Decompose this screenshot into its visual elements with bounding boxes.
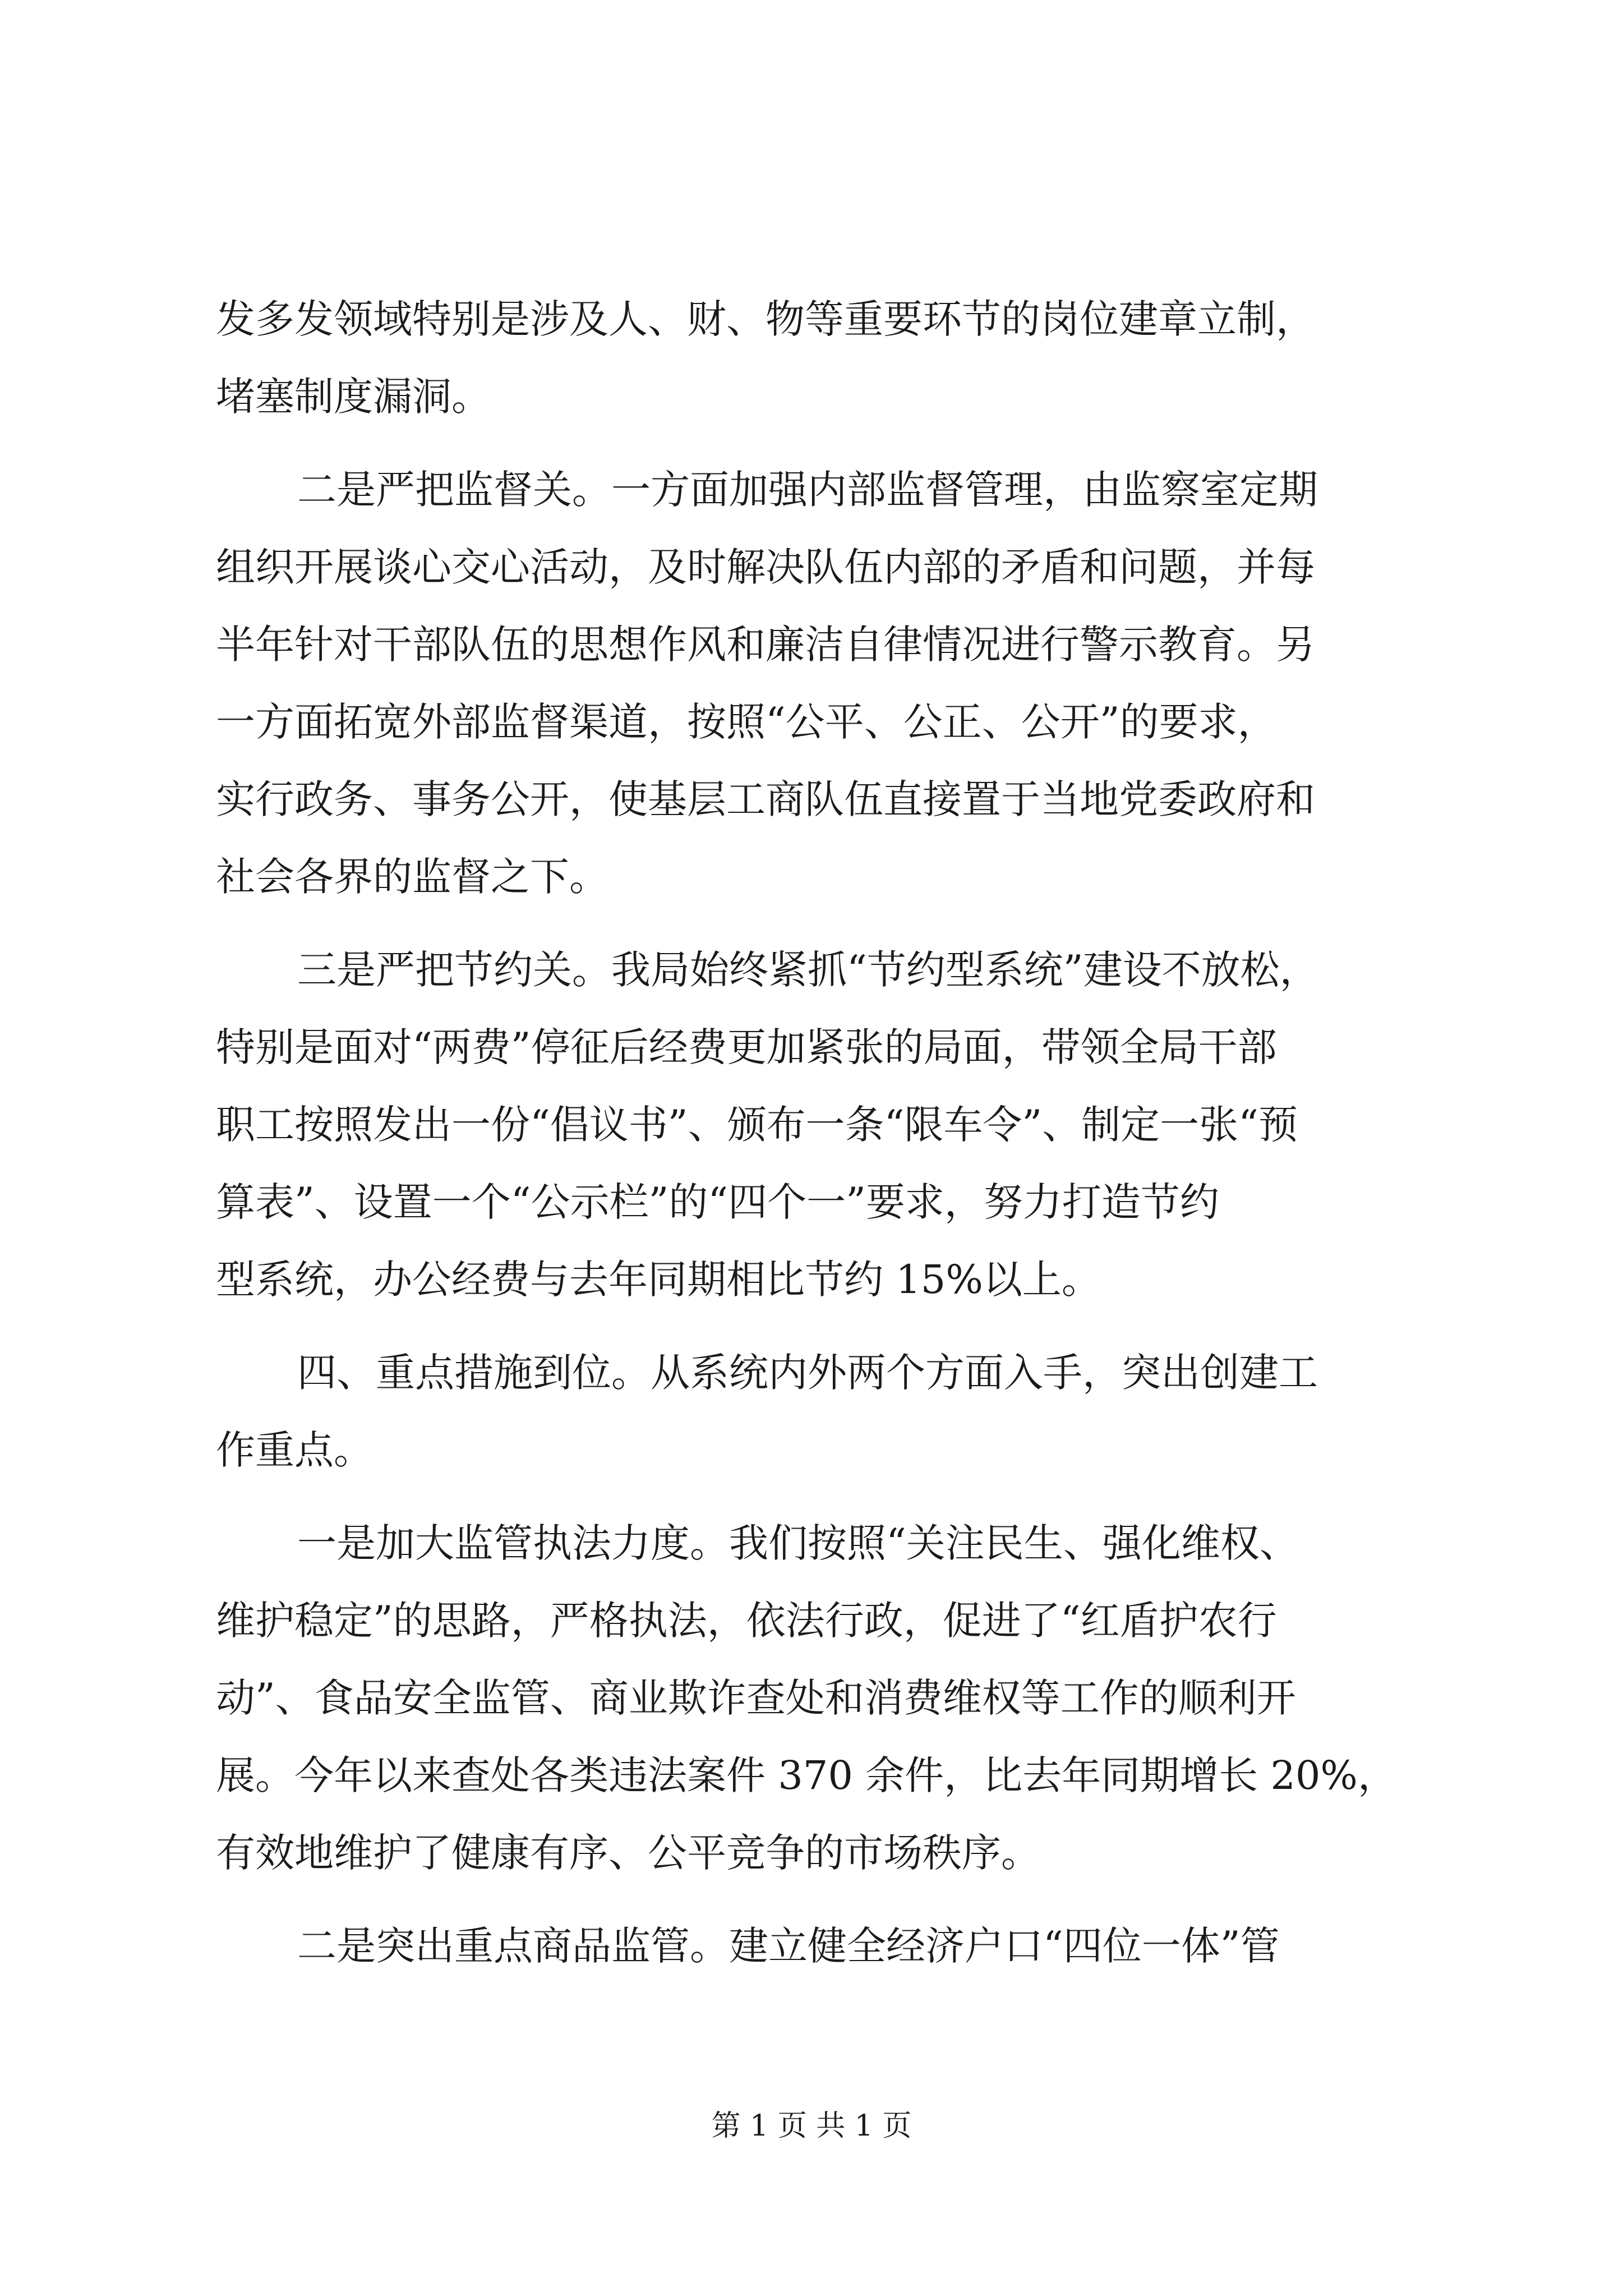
- paragraph-start-line: 二是严把监督关。一方面加强内部监督管理，由监察室定期: [297, 467, 1318, 513]
- text-line: 型系统，办公经费与去年同期相比节约 15%以上。: [216, 1257, 1101, 1303]
- paragraph-start-line: 三是严把节约关。我局始终紧抓“节约型系统”建设不放松，: [297, 947, 1319, 993]
- document-body: [216, 280, 1472, 1985]
- text-line: 职工按照发出一份“倡议书”、颁布一条“限车令”、制定一张“预: [216, 1102, 1298, 1148]
- text-line: 组织开展谈心交心活动，及时解决队伍内部的矛盾和问题，并每: [216, 544, 1315, 590]
- text-line: 维护稳定”的思路，严格执法，依法行政，促进了“红盾护农行: [216, 1598, 1277, 1644]
- paragraph-start-line: 二是突出重点商品监管。建立健全经济户口“四位一体”管: [297, 1923, 1280, 1969]
- text-line: 一方面拓宽外部监督渠道，按照“公平、公正、公开”的要求，: [216, 699, 1277, 745]
- text-line: 特别是面对“两费”停征后经费更加紧张的局面，带领全局干部: [216, 1024, 1277, 1070]
- paragraph-start-line: 一是加大监管执法力度。我们按照“关注民生、强化维权、: [297, 1520, 1299, 1566]
- text-line: 社会各界的监督之下。: [216, 854, 608, 900]
- text-line: 作重点。: [216, 1427, 373, 1473]
- text-line: 实行政务、事务公开，使基层工商队伍直接置于当地党委政府和: [216, 776, 1315, 822]
- text-line: 发多发领域特别是涉及人、财、物等重要环节的岗位建章立制，: [216, 296, 1315, 342]
- text-line: 半年针对干部队伍的思想作风和廉洁自律情况进行警示教育。另: [216, 622, 1315, 668]
- text-line: 动”、食品安全监管、商业欺诈查处和消费维权等工作的顺利开: [216, 1675, 1296, 1721]
- text-line: 算表”、设置一个“公示栏”的“四个一”要求，努力打造节约: [216, 1179, 1219, 1225]
- text-line: 堵塞制度漏洞。: [216, 374, 491, 420]
- text-line: 有效地维护了健康有序、公平竞争的市场秩序。: [216, 1830, 1040, 1876]
- page-footer: 第 1 页 共 1 页: [711, 2109, 912, 2143]
- paragraph-start-line: 四、重点措施到位。从系统内外两个方面入手，突出创建工: [297, 1350, 1318, 1396]
- text-line: 展。今年以来查处各类违法案件 370 余件，比去年同期增长 20%，: [216, 1752, 1397, 1798]
